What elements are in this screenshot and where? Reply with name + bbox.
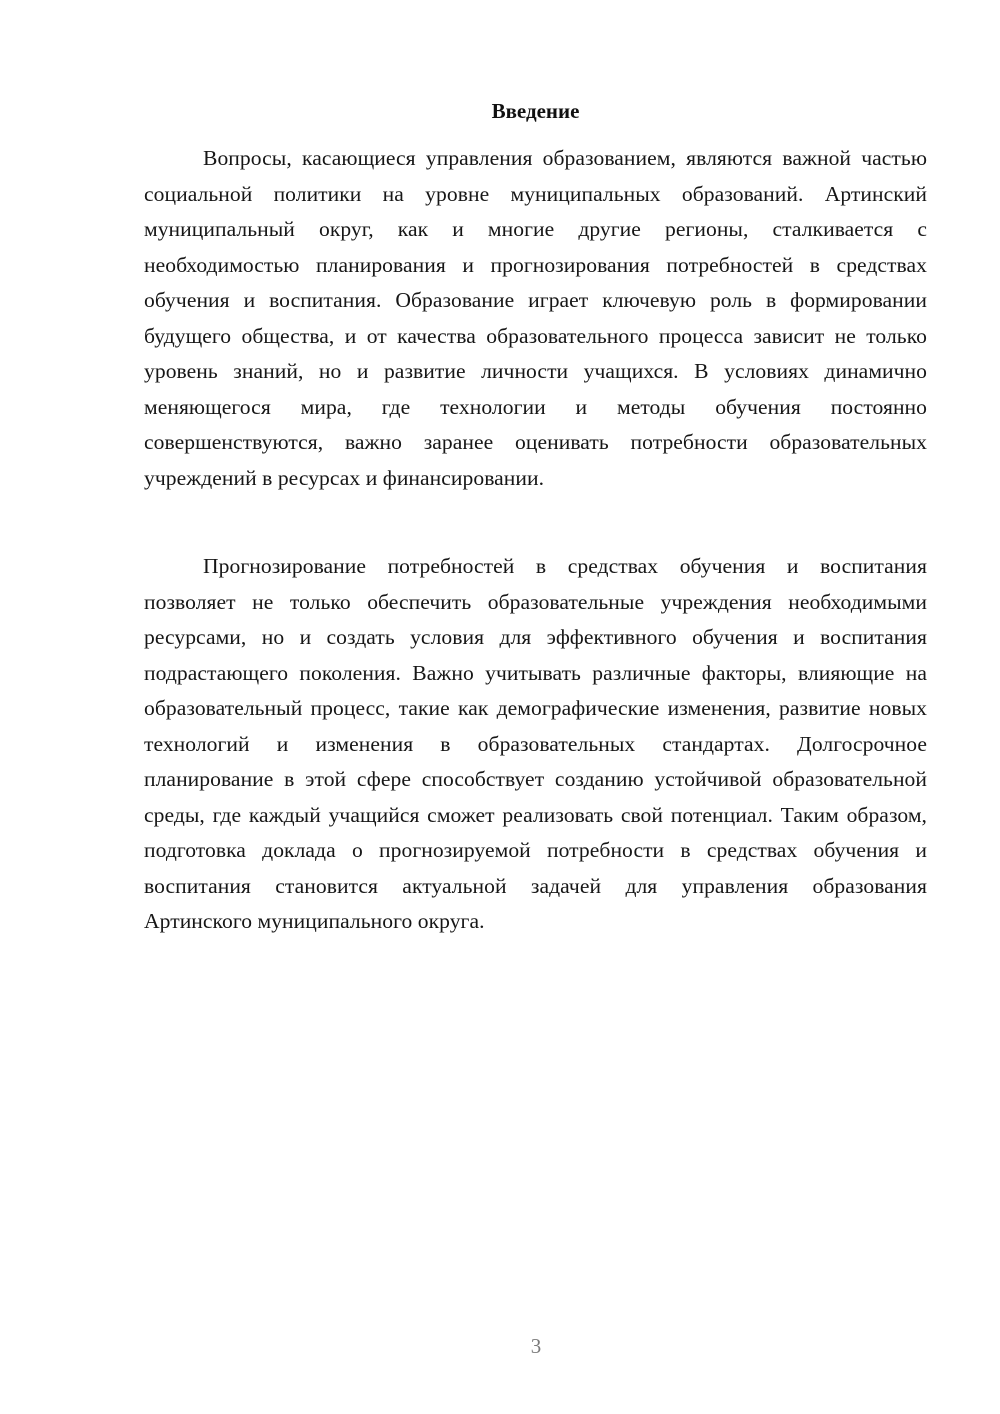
paragraph-1: Вопросы, касающиеся управления образованием, являются важной частью социальной политики на уровне муниципальных образований. Артинский муниципальный округ, как и многие другие регионы, сталкивается с необходимостью планирования и прогнозирования потребностей в средствах обучения и воспитания. Образование играет ключевую роль в формировании будущего общества, и от качества образовательного процесса зависит не только уровень знаний, но и развитие личности учащихся. В условиях динамично меняющегося мира, где технологии и методы обучения постоянно совершенствуются, важно заранее оценивать потребности образовательных учреждений в ресурсах и финансировании. — [144, 146, 927, 490]
page-number: 3 — [530, 1334, 542, 1358]
paragraph-2: Прогнозирование потребностей в средствах обучения и воспитания позволяет не только обеспечить образовательные учреждения необходимыми ресурсами, но и создать условия для эффективного обучения и воспитания подрастающего поколения. Важно учитывать различные факторы, влияющие на образовательный процесс, такие как демографические изменения, развитие новых технологий и изменения в образовательных стандартах. Долгосрочное планирование в этой сфере способствует созданию устойчивой образовательной среды, где каждый учащийся сможет реализовать свой потенциал. Таким образом, подготовка доклада о прогнозируемой потребности в средствах обучения и воспитания становится актуальной задачей для управления образования Артинского муниципального округа. — [144, 554, 927, 933]
section-title: Введение — [491, 99, 580, 123]
